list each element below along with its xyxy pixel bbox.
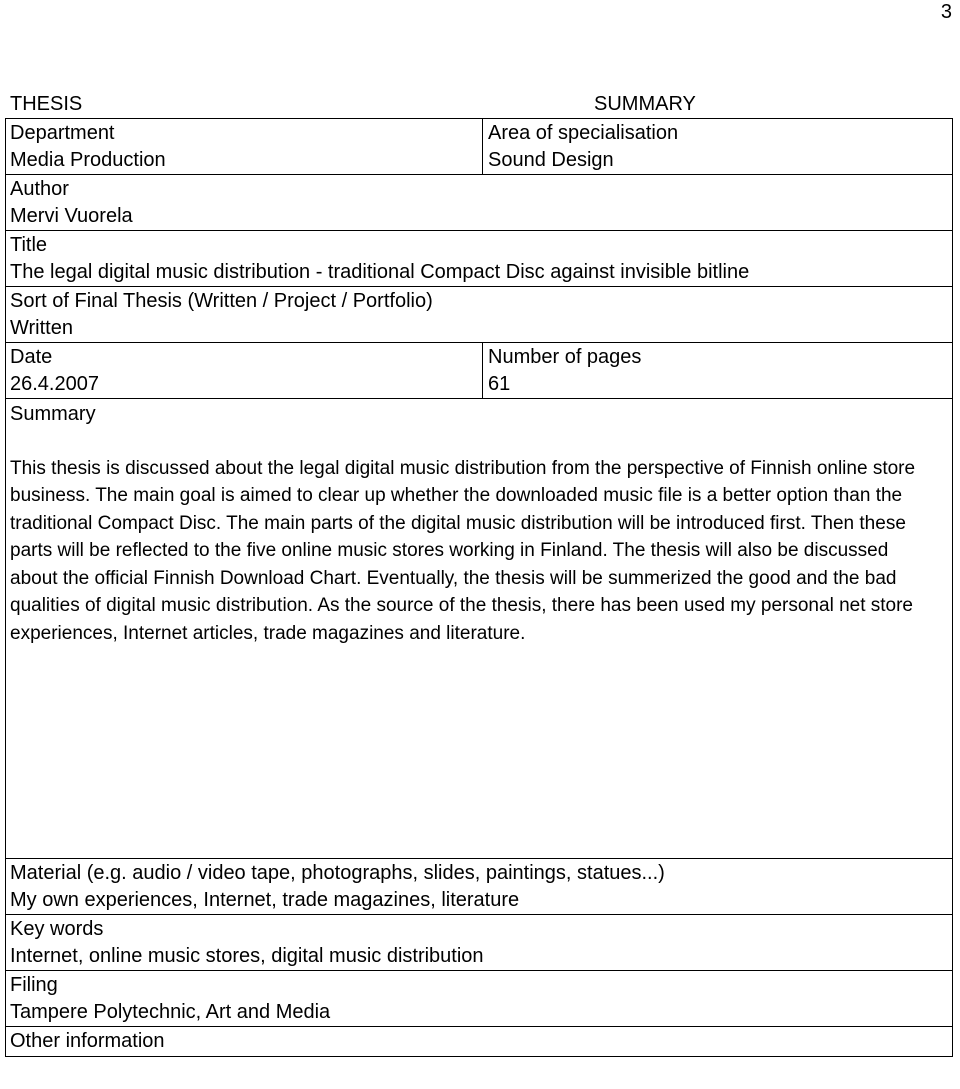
area-value: Sound Design (488, 148, 614, 171)
thesis-heading: THESIS (10, 93, 83, 115)
filing-value: Tampere Polytechnic, Art and Media (10, 1000, 331, 1023)
material-label: Material (e.g. audio / video tape, photographs, slides, paintings, statues...) (10, 862, 665, 884)
department-cell (6, 119, 483, 174)
author-cell (6, 175, 952, 230)
date-label: Date (10, 346, 53, 368)
summary-row (6, 399, 952, 859)
keywords-value: Internet, online music stores, digital music distribution (10, 944, 484, 967)
summary-label: Summary (10, 403, 96, 425)
area-label: Area of specialisation (488, 122, 679, 144)
author-label: Author (10, 178, 69, 200)
keywords-row (6, 915, 952, 971)
title-value: The legal digital music distribution - traditional Compact Disc against invisible bitline (10, 260, 750, 283)
pages-value: 61 (488, 372, 511, 395)
filing-row (6, 971, 952, 1027)
material-value: My own experiences, Internet, trade magazines, literature (10, 888, 520, 911)
date-cell (6, 343, 483, 398)
author-value: Mervi Vuorela (10, 204, 133, 227)
date-row (6, 343, 952, 399)
material-cell (6, 859, 952, 914)
keywords-label: Key words (10, 918, 104, 940)
summary-text: This thesis is discussed about the legal digital music distribution from the perspective of Finnish online store business. The main goal is aimed to clear up whether the downloaded music file is a better option than the traditional Compact Disc. The main parts of the digital music distribution will be introduced first. Then these parts will be reflected to the five online music stores working in Finland. The thesis will also be discussed about the official Finnish Download Chart. Eventually, the thesis will be summerized the good and the bad qualities of digital music distribution. As the source of the thesis, there has been used my personal net store experiences, Internet articles, trade magazines and literature. (10, 457, 916, 644)
pages-label: Number of pages (488, 346, 642, 368)
title-row (6, 231, 952, 287)
pages-cell (483, 343, 952, 398)
other-row (6, 1027, 952, 1056)
title-cell (6, 231, 952, 286)
other-cell (6, 1027, 952, 1056)
sort-value: Written (10, 316, 73, 339)
sort-cell (6, 287, 952, 342)
keywords-cell (6, 915, 952, 970)
filing-cell (6, 971, 952, 1026)
page-number: 3 (940, 1, 952, 23)
sort-label: Sort of Final Thesis (Written / Project / Portfolio) (10, 290, 433, 312)
author-row (6, 175, 952, 231)
filing-label: Filing (10, 974, 58, 996)
material-row (6, 859, 952, 915)
department-label: Department (10, 122, 115, 144)
title-label: Title (10, 234, 48, 256)
date-value: 26.4.2007 (10, 372, 99, 395)
thesis-summary-form (5, 118, 953, 1057)
sort-row (6, 287, 952, 343)
other-label: Other information (10, 1030, 165, 1052)
area-cell (483, 119, 952, 174)
department-row (6, 119, 952, 175)
summary-heading: SUMMARY (594, 93, 696, 115)
department-value: Media Production (10, 148, 166, 171)
